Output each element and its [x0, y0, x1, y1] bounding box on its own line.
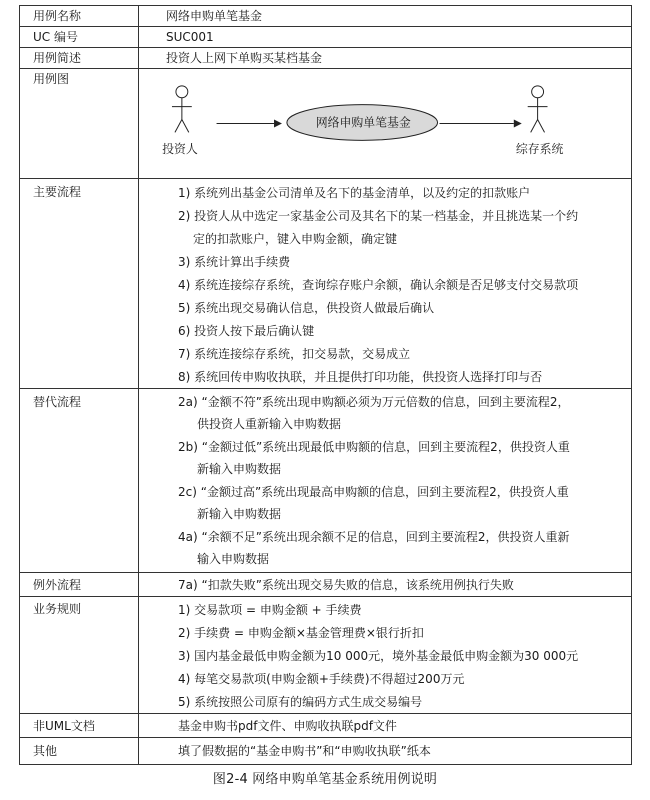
actor-system-figure: [528, 86, 548, 133]
arrowhead-to-use-case: [274, 120, 282, 128]
alternate-flow-step: 4a) “余额不足”系统出现余额不足的信息，回到主要流程2，供投资人重新: [178, 530, 570, 544]
business-rule: 2) 手续费 = 申购金额×基金管理费×银行折扣: [178, 626, 424, 640]
business-rule: 5) 系统按照公司原有的编码方式生成交易编号: [178, 695, 423, 709]
alternate-flow-step-continued: 供投资人重新输入申购数据: [197, 417, 342, 431]
row-uc-id: [20, 27, 631, 48]
main-flow-step-continued: 定的扣款账户，键入申购金额，确定键: [193, 232, 398, 246]
value-uc-id: SUC001: [166, 30, 214, 44]
row-use-case-name: [20, 6, 631, 27]
use-case-diagram: [140, 69, 632, 178]
alternate-flow-step: 2b) “金额过低”系统出现最低申购额的信息，回到主要流程2，供投资人重: [178, 440, 570, 454]
alternate-flow-step-continued: 新输入申购数据: [197, 507, 282, 521]
row-other: [20, 738, 631, 764]
value-non-uml-docs: 基金申购书pdf文件、申购收执联pdf文件: [178, 719, 397, 733]
row-main-flow: [20, 179, 631, 389]
main-flow-step: 1) 系统列出基金公司清单及名下的基金清单，以及约定的扣款账户: [178, 186, 531, 200]
label-diagram: 用例图: [20, 69, 139, 178]
figure-caption: 图2-4 网络申购单笔基金系统用例说明: [212, 772, 438, 787]
label-alternate-flow: 替代流程: [20, 389, 139, 572]
alternate-flow-step-continued: 输入申购数据: [197, 552, 270, 566]
row-alternate-flow: [20, 389, 631, 573]
label-exception-flow: 例外流程: [20, 573, 139, 596]
label-non-uml-docs: 非UML文档: [20, 714, 139, 737]
alternate-flow-step: 2a) “金额不符”系统出现申购额必须为万元倍数的信息，回到主要流程2，: [178, 395, 570, 409]
actor-investor-figure: [172, 86, 192, 133]
main-flow-step: 8) 系统回传申购收执联，并且提供打印功能，供投资人选择打印与否: [178, 370, 543, 384]
main-flow-step: 6) 投资人按下最后确认键: [178, 324, 315, 338]
row-brief: [20, 48, 631, 69]
label-other: 其他: [20, 738, 139, 764]
business-rule: 4) 每笔交易款项(申购金额+手续费)不得超过200万元: [178, 672, 465, 686]
use-case-label: 网络申购单笔基金: [315, 115, 411, 130]
main-flow-step: 3) 系统计算出手续费: [178, 255, 291, 269]
row-business-rules: [20, 597, 631, 714]
actor-investor-label: 投资人: [162, 142, 198, 157]
alternate-flow-step: 2c) “金额过高”系统出现最高申购额的信息，回到主要流程2，供投资人重: [178, 485, 569, 499]
label-main-flow: 主要流程: [20, 179, 139, 388]
main-flow-step: 2) 投资人从中选定一家基金公司及其名下的某一档基金，并且挑选某一个约: [178, 209, 579, 223]
main-flow-step: 4) 系统连接综存系统，查询综存账户余额，确认余额是否足够支付交易款项: [178, 278, 579, 292]
row-diagram: [20, 69, 631, 179]
label-use-case-name: 用例名称: [20, 6, 139, 26]
main-flow-step: 7) 系统连接综存系统，扣交易款，交易成立: [178, 347, 411, 361]
row-non-uml-docs: [20, 714, 631, 738]
label-brief: 用例简述: [20, 48, 139, 68]
value-use-case-name: 网络申购单笔基金: [166, 9, 263, 23]
use-case-table: [19, 5, 632, 765]
value-brief: 投资人上网下单购买某档基金: [166, 51, 323, 65]
label-business-rules: 业务规则: [20, 597, 139, 713]
alternate-flow-step-continued: 新输入申购数据: [197, 462, 282, 476]
business-rule: 1) 交易款项 = 申购金额 + 手续费: [178, 603, 362, 617]
actor-system-label: 综存系统: [515, 142, 564, 157]
main-flow-step: 5) 系统出现交易确认信息，供投资人做最后确认: [178, 301, 435, 315]
arrowhead-to-system: [514, 120, 522, 128]
value-other: 填了假数据的“基金申购书”和“申购收执联”纸本: [178, 744, 431, 758]
label-uc-id: UC 编号: [20, 27, 139, 47]
row-exception-flow: [20, 573, 631, 597]
business-rule: 3) 国内基金最低申购金额为10 000元，境外基金最低申购金额为30 000元: [178, 649, 579, 663]
exception-flow-step: 7a) “扣款失败”系统出现交易失败的信息，该系统用例执行失败: [178, 578, 514, 592]
